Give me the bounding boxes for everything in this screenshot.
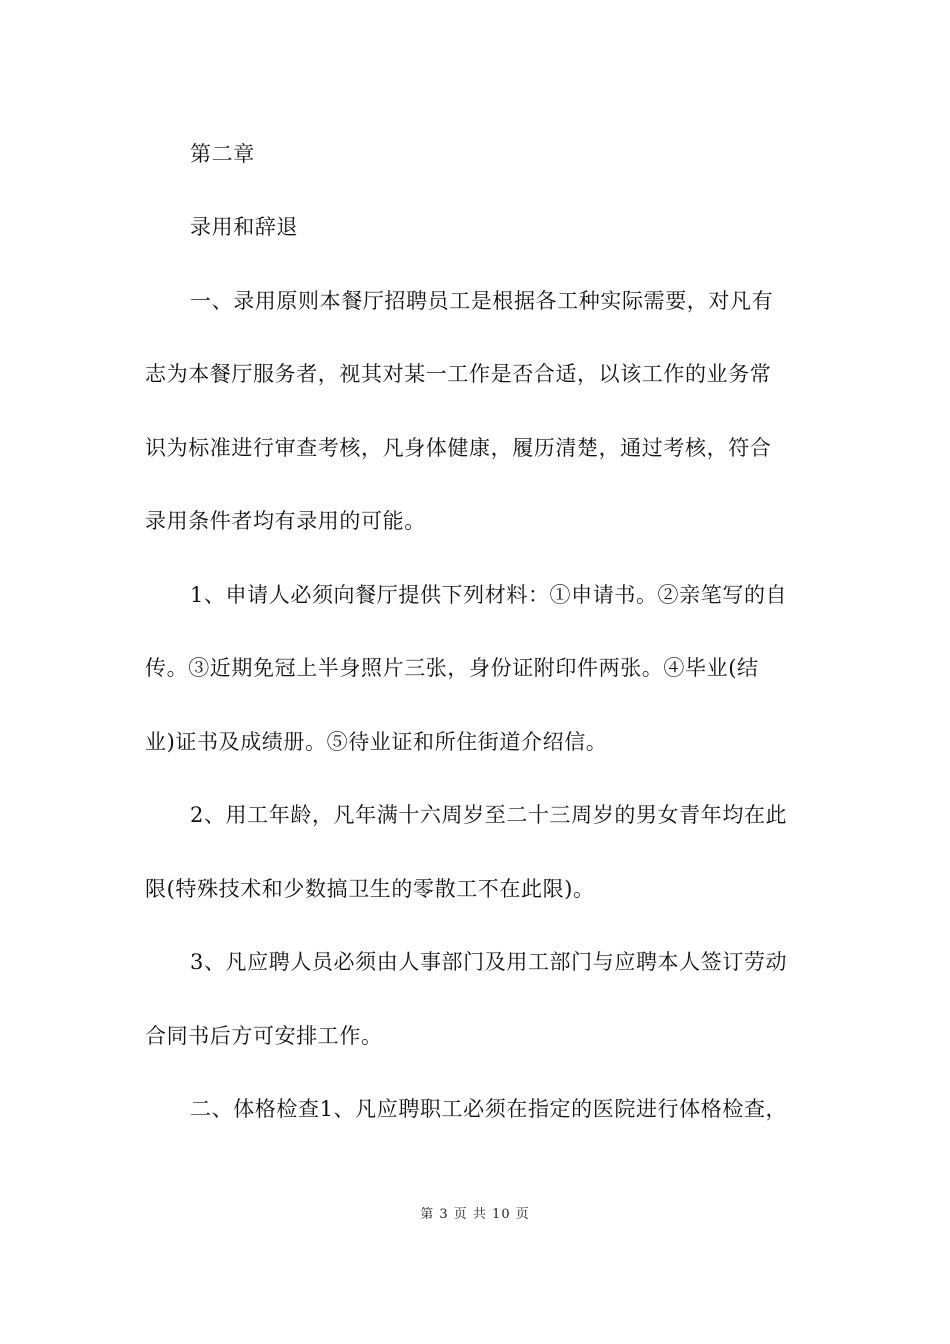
paragraph-line: 一、录用原则本餐厅招聘员工是根据各工种实际需要，对凡有 [190, 289, 774, 313]
paragraph-line: 录用条件者均有录用的可能。 [145, 509, 426, 533]
paragraph-line: 二、体格检查1、凡应聘职工必须在指定的医院进行体格检查， [190, 1097, 788, 1121]
chapter-title: 录用和辞退 [190, 215, 298, 239]
paragraph-line: 志为本餐厅服务者，视其对某一工作是否合适，以该工作的业务常 [145, 362, 772, 386]
paragraph-line: 传。③近期免冠上半身照片三张，身份证附印件两张。④毕业(结 [145, 656, 759, 680]
page-number-footer: 第 3 页 共 10 页 [420, 1207, 530, 1222]
paragraph-line: 业)证书及成绩册。⑤待业证和所住街道介绍信。 [145, 730, 608, 754]
paragraph-line: 合同书后方可安排工作。 [145, 1024, 383, 1048]
chapter-number: 第二章 [190, 142, 255, 166]
paragraph-line: 3、凡应聘人员必须由人事部门及用工部门与应聘本人签订劳动 [190, 950, 788, 974]
paragraph-line: 限(特殊技术和少数搞卫生的零散工不在此限)。 [145, 877, 595, 901]
paragraph-line: 识为标准进行审查考核，凡身体健康，履历清楚，通过考核，符合 [145, 436, 772, 460]
paragraph-line: 2、用工年龄，凡年满十六周岁至二十三周岁的男女青年均在此 [190, 803, 788, 827]
paragraph-line: 1、申请人必须向餐厅提供下列材料：①申请书。②亲笔写的自 [190, 583, 788, 607]
